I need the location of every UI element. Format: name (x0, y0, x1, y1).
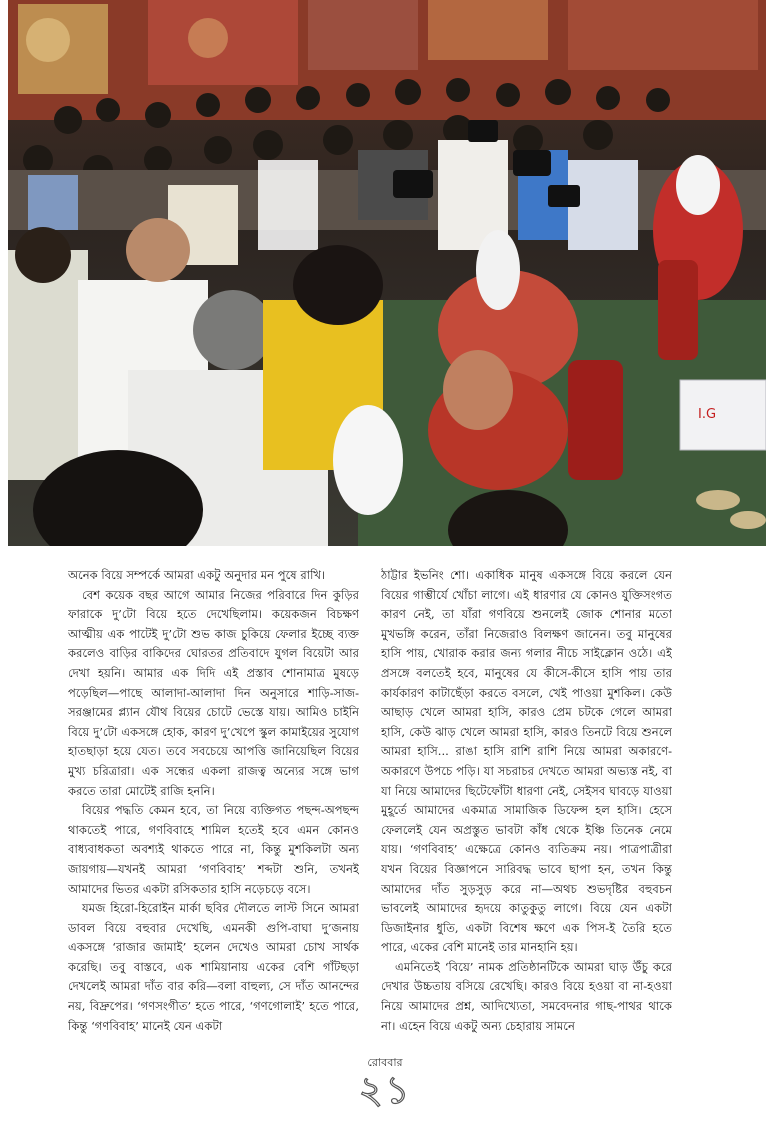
page-number: ২১ (358, 1068, 412, 1112)
page-footer (0, 1056, 770, 1110)
article-body (68, 566, 672, 1052)
paragraph: যমজ হিরো-হিরোইন মার্কা ছবির দৌলতে লাস্ট সিনে আমরা ডাবল বিয়ে বহুবার দেখেছি, এমনকী গুপি-বাঘা দু’জনায় একসঙ্গে ‘রাজার জামাই’ হলেন দেখেও আমরা চোখ সার্থক করেছি। তবু বাস্তবে, এক শামিয়ানায় একের বেশি গাঁটছড়া দেখলেই আমরা দাঁত বার করি—বলা বাহুল্য, সে দাঁত আনন্দের নয়, বিদ্রুপের। ‘গণসংগীত’ হতে পারে, ‘গণগোলাই’ হতে পারে, কিন্তু ‘গণবিবাহ’ মানেই যেন একটা (68, 901, 359, 1033)
paragraph: বেশ কয়েক বছর আগে আমার নিজের পরিবারে দিন কুড়ির ফারাকে দু’টো বিয়ে হতে দেখেছিলাম। কয়েকজন বিচক্ষণ আত্মীয় এক পাটেই দু’টো শুভ কাজ চুকিয়ে ফেলার ইচ্ছে ব্যক্ত করলেও বাড়ির বাকিদের ঘোরতর প্রতিবাদে যুগল বিয়েটা আর দেখা হয়নি। আমার এক দিদি এই প্রস্তাব শোনামাত্র মুষড়ে পড়েছিল—পাছে আলাদা-আলাদা দিন অনুসারে শাড়ি-সাজ-সরঞ্জামের প্ল্যান যৌথ বিয়ের চোটে ভেস্তে যায়। আমিও চাইনি বিয়ে দু’টো একসঙ্গে হোক, কারণ দু’খেপে স্কুল কামাইয়ের সুযোগ হাতছাড়া হয়ে যেত। তবে সবচেয়ে আপত্তি জানিয়েছিল বিয়ের মুখ্য চরিত্রারা। এক সন্ধের একলা রাজত্ব অন্যের সঙ্গে ভাগ করতে তারা মোটেই রাজি হননি। (68, 587, 359, 798)
box-label: I.G (698, 407, 717, 422)
article-column-left (68, 566, 359, 1052)
paragraph: বিয়ের পদ্ধতি কেমন হবে, তা নিয়ে ব্যক্তিগত পছন্দ-অপছন্দ থাকতেই পারে, গণবিবাহে শামিল হতেই হবে এমন কোনও বাধ্যবাধকতা অবশ্যই থাকতে পারে না, কিন্তু মুশকিলটা অন্য জায়গায়—যখনই আমরা ‘গণবিবাহ’ শব্দটা শুনি, তখনই আমাদের ভিতর একটা রসিকতার হাসি নড়েচড়ে বসে। (68, 803, 359, 896)
photo-illustration (8, 0, 766, 546)
article-column-right (381, 566, 672, 1052)
paragraph: ঠাট্টার ইভনিং শো। একাধিক মানুষ একসঙ্গে বিয়ে করলে যেন বিয়ের গাম্ভীর্যে খোঁচা লাগে। এই ধারণার যে কোনও যুক্তিসংগত কারণ নেই, তা যাঁরা গণবিয়ে শুনলেই জোক শোনার মতো মুখভঙ্গি করেন, তাঁরা নিজেরাও বিলক্ষণ জানেন। তবু মানুষের হাসি পায়, খোরাক করার জন্য গলার নীচে সাইক্লোন ওঠে। এই প্রসঙ্গে বলতেই হবে, মানুষের যে কীসে-কীসে হাসি পায় তার কার্যকারণ কাটাছেঁড়া করতে বসলে, খেই পাওয়া মুশকিল। কেউ আছাড় খেলে আমরা হাসি, কারও প্রেম চটকে গেলে আমরা হাসি, কেউ ঝাড় খেলে আমরা হাসি, কারও তিনটে বিয়ে শুনলে আমরা হাসি... রাঙা হাসি রাশি রাশি নিয়ে আমরা অকারণে-অকারণে উপচে পড়ি। যা সচরাচর দেখতে আমরা অভ্যস্ত নই, বা যা নিয়ে আমাদের ছিটেফোঁটা ধারণা নেই, সেইসব ঘাবড়ে যাওয়া মুহূর্তে আমাদের একমাত্র সামাজিক ডিফেন্স হল হাসি। হেসে ফেললেই যেন অপ্রস্তুত ভাবটা কাঁধ থেকে ইঞ্চি তিনেক নেমে যায়। ‘গণবিবাহ’ এক্ষেত্রে কোনও ব্যতিক্রম নয়। পাত্রপাত্রীরা যখন বিয়ের বিজ্ঞাপনে সারিবদ্ধ ভাবে ছাপা হন, তখন কিন্তু আমাদের দাঁত সুড়সুড় করে না—অথচ শুভদৃষ্টির বহুবচন ভাবলেই আমাদের হৃদয়ে কাতুকুতু লাগে। বিয়ে যেন একটা ডিজাইনার ধুতি, একটা বিশেষ ক্ষণে এক পিস-ই তৈরি হতে পারে, একের বেশি মানেই তার মানহানি হয়। (381, 568, 672, 955)
magazine-name: রোববার (367, 1056, 403, 1069)
wedding-photo (8, 0, 766, 546)
paragraph: অনেক বিয়ে সম্পর্কে আমরা একটু অনুদার মন পুষে রাখি। (68, 568, 326, 582)
paragraph: এমনিতেই ‘বিয়ে’ নামক প্রতিষ্ঠানটিকে আমরা ঘাড় উঁচু করে দেখার উচ্চতায় বসিয়ে রেখেছি। কারও বিয়ে হওয়া বা না-হওয়া নিয়ে আমাদের প্রশ্ন, আদিখ্যেতা, সমবেদনার গাছ-পাথর থাকে না। এহেন বিয়ে একটু অন্য চেহারায় সামনে (381, 959, 672, 1033)
